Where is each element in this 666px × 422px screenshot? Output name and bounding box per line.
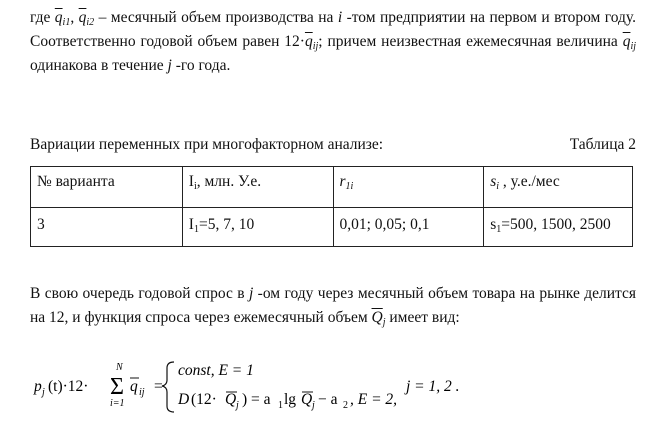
q-i2: $\overline{q}$ bbox=[78, 9, 87, 26]
Q-symbol: Q bbox=[225, 391, 237, 408]
minus-a: − a bbox=[318, 391, 338, 408]
p-symbol: p bbox=[34, 378, 42, 395]
q-i1: $\overline{q}$ bbox=[54, 9, 63, 26]
formula-svg bbox=[30, 354, 650, 420]
q-ij-2: $\overline{q}$ bbox=[622, 33, 631, 50]
header-s: $s_i$ , у.е./мес bbox=[484, 167, 633, 208]
cell-s: $s_1=500$, 1500, 2500 bbox=[484, 208, 633, 247]
table-header-row bbox=[31, 167, 633, 208]
paragraph-1: где $\overline{q}_{i1}$, $\overline{q}_{i2}$ – месячный объем производства на i -том предприятии на первом и втором году. Соответственно годовой объем равен $12\cdot\overline{q}_{ij}$; причем неизвестная ежемесячная величина $\overline{q}_{ij}$ одинакова в течение j -го года. bbox=[30, 9, 636, 74]
D-close: ) = a bbox=[242, 391, 271, 408]
header-r: $r_{1i}$ bbox=[333, 167, 484, 208]
D-open: (12· bbox=[191, 391, 217, 408]
equals: = bbox=[154, 378, 163, 395]
brace-icon bbox=[162, 362, 174, 412]
q-sub: ij bbox=[139, 387, 145, 398]
header-variant: № варианта bbox=[31, 167, 183, 208]
lg: lg bbox=[284, 391, 297, 408]
variants-table bbox=[30, 166, 633, 247]
Q2-symbol: Q bbox=[301, 391, 313, 408]
table-row bbox=[31, 208, 633, 247]
demand-formula bbox=[30, 354, 650, 420]
case-1: const, E = 1 bbox=[178, 362, 254, 379]
j-range: j = 1, 2 . bbox=[406, 378, 460, 395]
a2-sub: 2 bbox=[343, 400, 348, 411]
p-sub-j: j bbox=[42, 387, 45, 398]
cell-variant: 3 bbox=[31, 208, 183, 247]
table-caption: Вариации переменных при многофакторном анализе: Таблица 2 bbox=[30, 136, 636, 153]
cell-r: 0,01; 0,05; 0,1 bbox=[333, 208, 484, 247]
case-2-end: , E = 2, bbox=[350, 391, 398, 408]
sum-upper: N bbox=[116, 362, 123, 373]
D-symbol: D bbox=[178, 391, 190, 408]
paragraph-2: В свою очередь годовой спрос в j -ом году через месячный объем товара на рынке делится на 12, и функция спроса через ежемесячный объем $\overline{Q}_j$ имеет вид: bbox=[30, 285, 636, 328]
q-ij: $\overline{q}$ bbox=[304, 33, 313, 50]
cell-I: $I_1=5$, 7, 10 bbox=[182, 208, 333, 247]
p-args: (t)·12· bbox=[48, 378, 89, 395]
q-symbol: q bbox=[130, 378, 138, 395]
sum-sign: Σ bbox=[110, 374, 124, 400]
sum-lower: i=1 bbox=[110, 398, 125, 409]
header-I: $I_i$, млн. У.е. bbox=[182, 167, 333, 208]
table-number: Таблица 2 bbox=[569, 136, 636, 153]
Q-sub: j bbox=[236, 400, 239, 411]
a1-sub: 1 bbox=[278, 400, 283, 411]
Q2-sub: j bbox=[312, 400, 315, 411]
